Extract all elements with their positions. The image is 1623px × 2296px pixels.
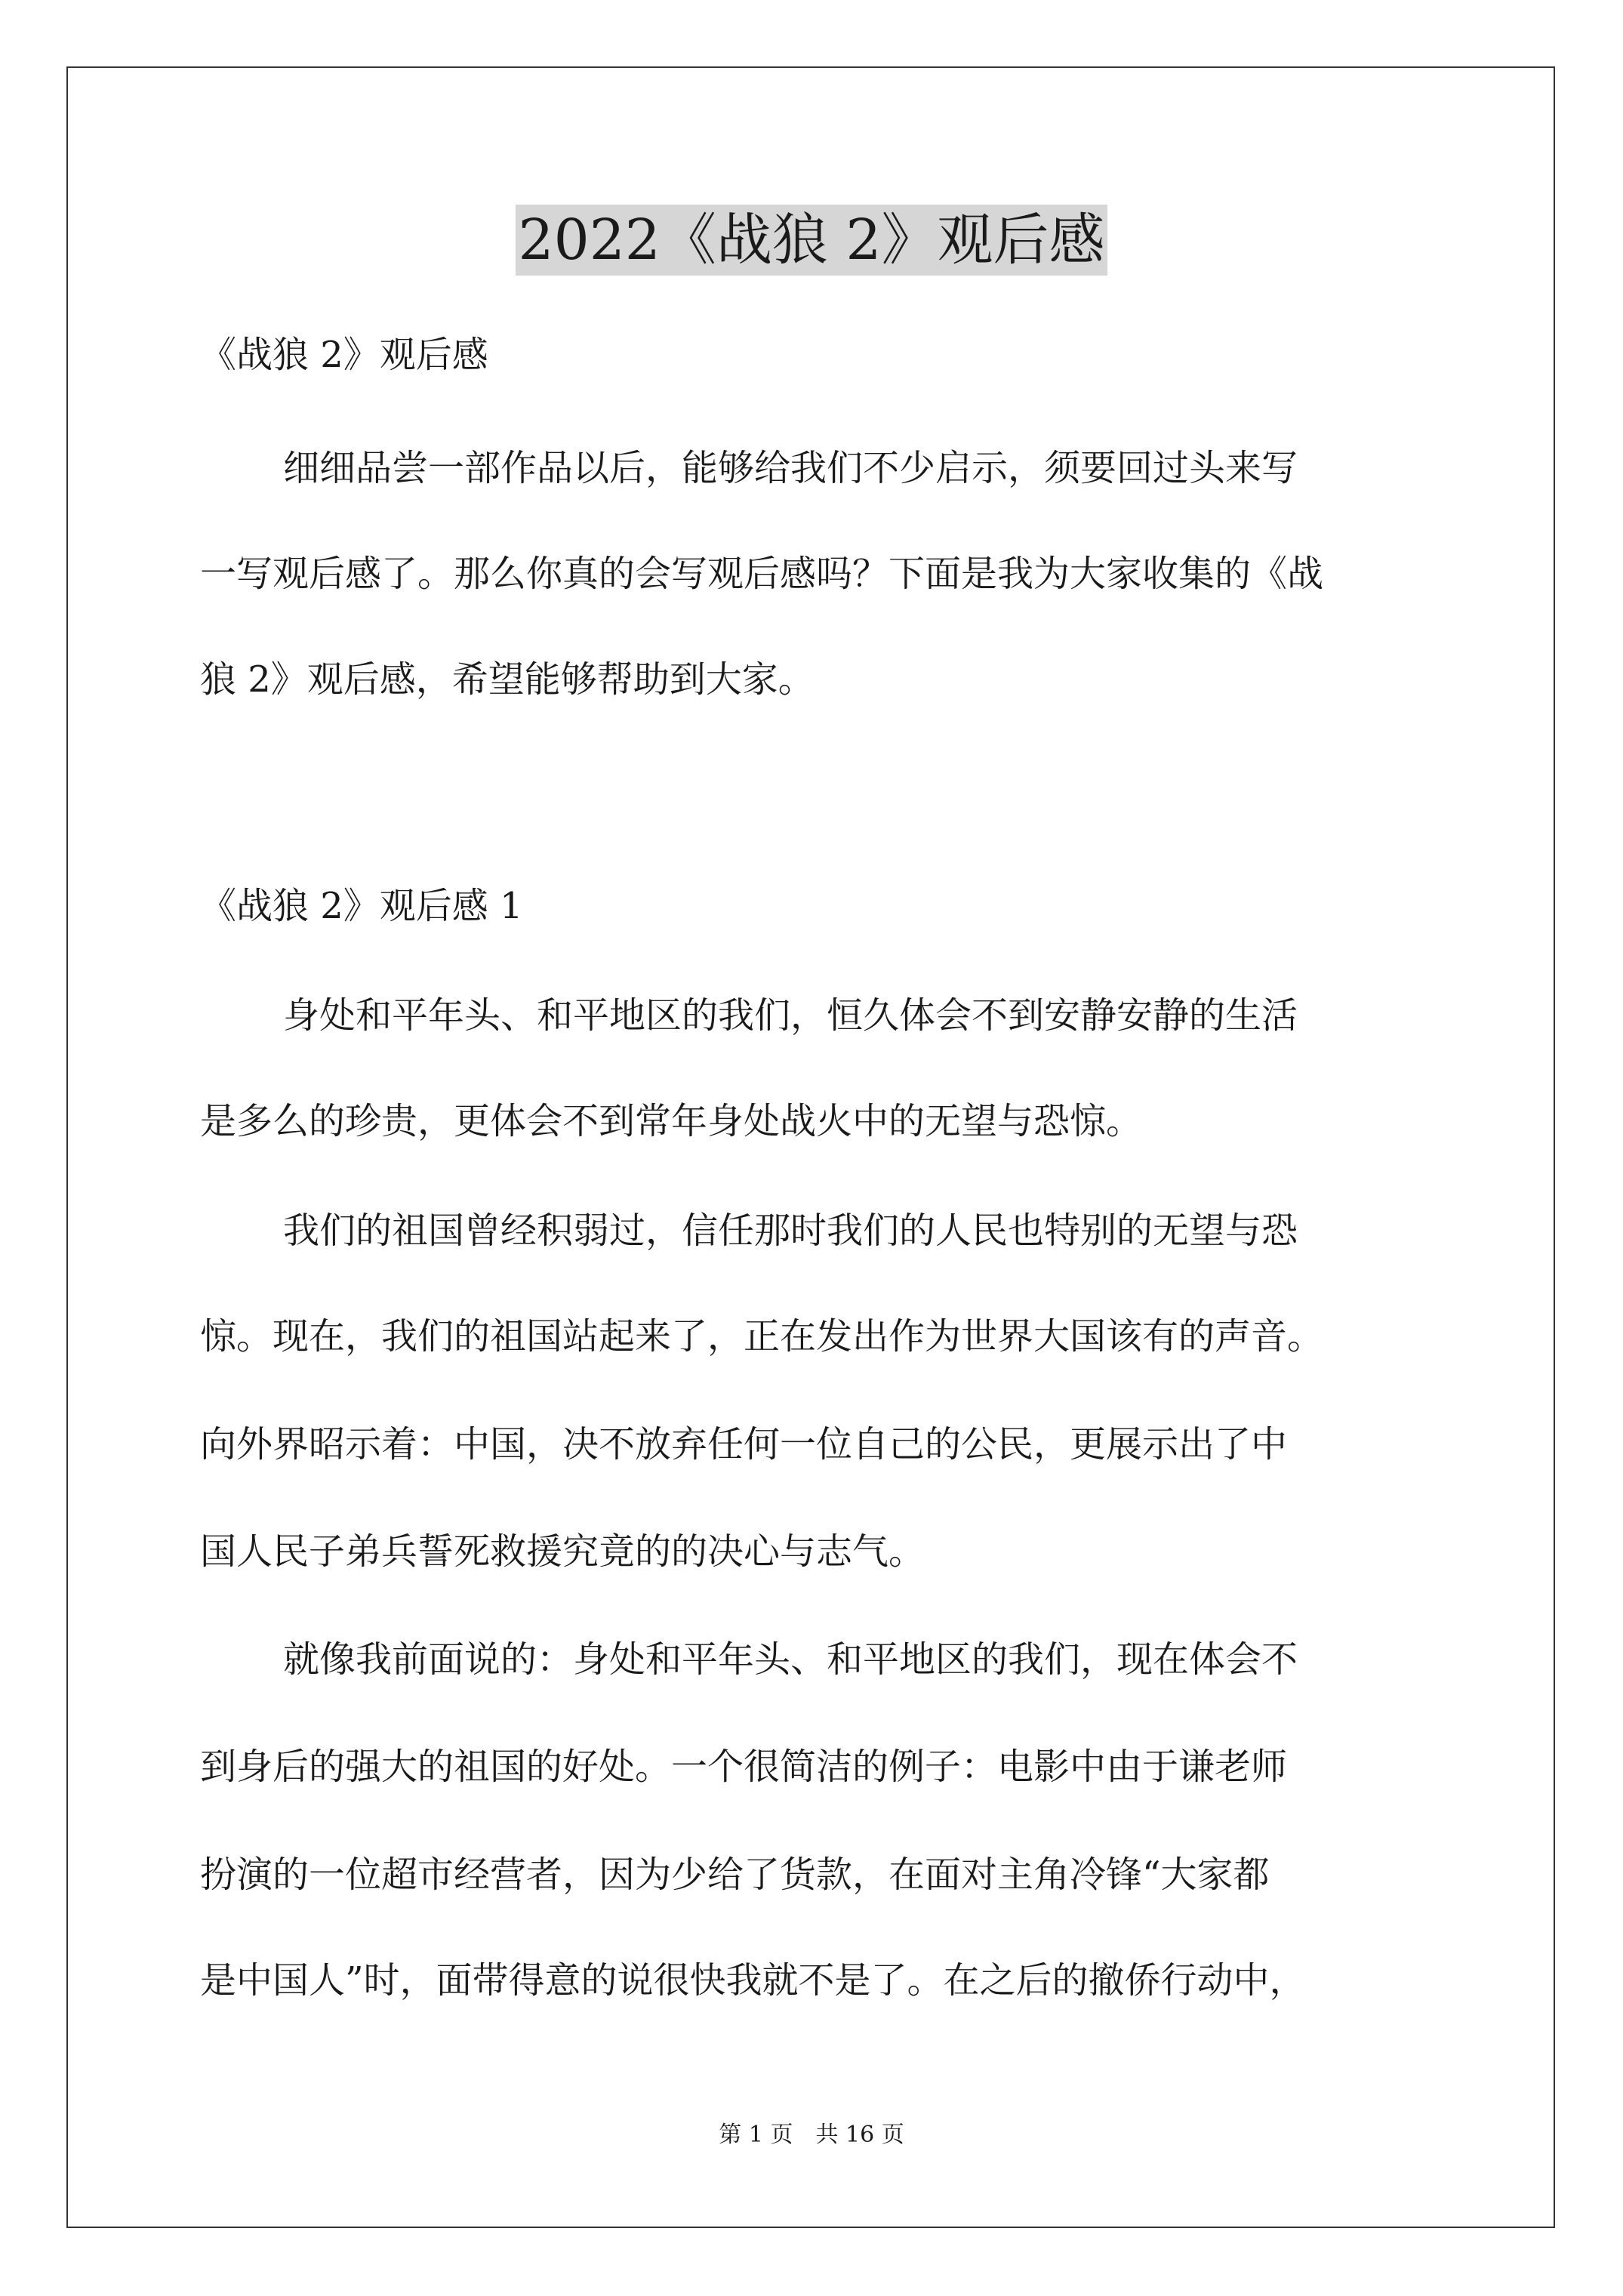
paragraph-line: 细细品尝一部作品以后，能够给我们不少启示，须要回过头来写 — [283, 447, 1298, 489]
paragraph-line: 是中国人”时，面带得意的说很快我就不是了。在之后的撤侨行动中， — [200, 1959, 1306, 2002]
title-text: 2022《战狼 2》观后感 — [516, 205, 1108, 276]
document-title — [0, 202, 1623, 278]
page-border — [66, 66, 1555, 2228]
paragraph-line: 国人民子弟兵誓死救援究竟的的决心与志气。 — [200, 1530, 925, 1573]
paragraph-line: 我们的祖国曾经积弱过，信任那时我们的人民也特别的无望与恐 — [283, 1210, 1298, 1252]
paragraph-line: 一写观后感了。那么你真的会写观后感吗？下面是我为大家收集的《战 — [200, 553, 1324, 595]
section-heading: 《战狼 2》观后感 — [200, 334, 488, 376]
paragraph-line: 向外界昭示着：中国，决不放弃任何一位自己的公民，更展示出了中 — [200, 1423, 1288, 1465]
paragraph-line: 扮演的一位超市经营者，因为少给了货款，在面对主角冷锋“大家都 — [200, 1854, 1270, 1896]
paragraph-line: 到身后的强大的祖国的好处。一个很简洁的例子：电影中由于谦老师 — [200, 1746, 1288, 1788]
paragraph-line: 身处和平年头、和平地区的我们，恒久体会不到安静安静的生活 — [283, 994, 1298, 1037]
section-heading: 《战狼 2》观后感 1 — [200, 885, 523, 927]
paragraph-line: 就像我前面说的：身处和平年头、和平地区的我们，现在体会不 — [283, 1638, 1298, 1681]
paragraph-line: 狼 2》观后感，希望能够帮助到大家。 — [200, 658, 815, 701]
paragraph-line: 是多么的珍贵，更体会不到常年身处战火中的无望与恐惊。 — [200, 1100, 1143, 1142]
page-footer: 第 1 页 共 16 页 — [719, 2122, 904, 2148]
paragraph-line: 惊。现在，我们的祖国站起来了，正在发出作为世界大国该有的声音。 — [200, 1315, 1324, 1358]
